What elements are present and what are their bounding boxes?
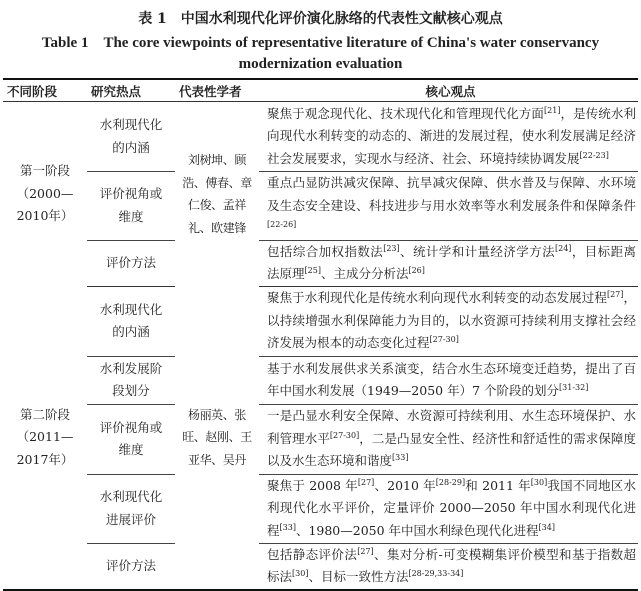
core-viewpoint-text: ，以持续增强水利保障能力为目的，以水资源可持续利用支撑社会经济发展为根本的动态变化过程 xyxy=(267,290,636,351)
citation-reference: [27] xyxy=(606,290,624,300)
core-viewpoint-cell xyxy=(259,286,638,356)
table-caption-chinese: 表 1 中国水利现代化评价演化脉络的代表性文献核心观点 xyxy=(138,11,503,27)
table-row xyxy=(3,102,638,172)
header-scholars: 代表性学者 xyxy=(175,79,259,102)
research-hotspot-cell: 水利现代化的内涵 xyxy=(87,102,175,172)
core-viewpoint-text: ，目标距离法原理 xyxy=(267,243,636,281)
core-viewpoint-text: 包括综合加权指数法 xyxy=(267,243,384,259)
header-stage: 不同阶段 xyxy=(3,79,87,102)
table-row xyxy=(3,356,638,404)
core-viewpoint-cell xyxy=(259,356,638,404)
research-hotspot-cell: 评价方法 xyxy=(87,240,175,286)
core-viewpoint-text: 、集对分析-可变模糊集评价模型和基于指数超标法 xyxy=(267,546,636,584)
core-viewpoint-cell xyxy=(259,102,638,172)
citation-reference: [26] xyxy=(408,265,425,275)
table-row xyxy=(3,172,638,241)
core-viewpoint-text: 聚焦于 2008 年 xyxy=(267,477,358,493)
table-row xyxy=(3,543,638,590)
research-hotspot-cell: 水利现代化进展评价 xyxy=(87,474,175,543)
core-viewpoint-text: 重点凸显防洪减灾保障、抗旱减灾保障、供水普及与保障、水环境及生态安全建设、科技进步与用水效率等水利发展条件和保障条件 xyxy=(267,175,636,213)
core-viewpoint-cell xyxy=(259,240,638,286)
citation-reference: [30] xyxy=(292,568,309,578)
citation-reference: [27] xyxy=(357,477,375,487)
research-hotspot-cell: 水利现代化的内涵 xyxy=(87,286,175,356)
header-core-viewpoint: 核心观点 xyxy=(259,79,638,102)
citation-reference: [24] xyxy=(555,243,572,253)
representative-scholars-cell: 杨丽英、张旺、赵刚、王亚华、吴丹 xyxy=(182,407,252,467)
table-row xyxy=(3,474,638,543)
citation-reference: [23] xyxy=(383,243,400,253)
core-viewpoint-text: 、1980—2050 年中国水利绿色现代化进程 xyxy=(295,522,539,538)
core-viewpoint-cell xyxy=(259,172,638,241)
research-hotspot-cell: 水利发展阶段划分 xyxy=(87,356,175,404)
citation-reference: [28-29,33-34] xyxy=(408,568,464,578)
citation-reference: [27-30] xyxy=(429,335,459,345)
citation-reference: [25] xyxy=(304,265,321,275)
citation-reference: [33] xyxy=(392,453,409,463)
citation-reference: [34] xyxy=(538,522,555,532)
stage-cell: 第二阶段（2011—2017年） xyxy=(16,406,74,467)
research-hotspot-cell: 评价视角或维度 xyxy=(87,404,175,474)
core-viewpoint-text: ，是传统水利向现代水利转变的动态的、渐进的发展过程，使水利发展满足经济社会发展要求，实现水与经济、社会、环境持续协调发展 xyxy=(267,105,636,166)
core-viewpoint-cell xyxy=(259,404,638,474)
research-hotspot-cell: 评价方法 xyxy=(87,543,175,590)
citation-reference: [30] xyxy=(530,477,548,487)
citation-reference: [21] xyxy=(544,105,561,115)
citation-reference: [27] xyxy=(357,546,374,556)
table-row xyxy=(3,286,638,356)
table-row xyxy=(3,404,638,474)
table-row xyxy=(3,240,638,286)
citation-reference: [31-32] xyxy=(559,382,589,392)
citation-reference: [28-29] xyxy=(435,477,466,487)
research-hotspot-cell: 评价视角或维度 xyxy=(87,172,175,241)
core-viewpoint-text: 一是凸显水利安全保障、水资源可持续利用、水生态环境保护、水利管理水平 xyxy=(267,408,636,446)
core-viewpoint-text: 包括静态评价法 xyxy=(267,546,358,562)
citation-reference: [27-30] xyxy=(329,430,360,440)
representative-scholars-cell: 刘树坤、顾浩、傅春、章仁俊、孟祥礼、欧建锋 xyxy=(182,153,252,235)
core-viewpoint-text: 、目标一致性方法 xyxy=(308,569,409,584)
core-viewpoint-text: 、主成分分析法 xyxy=(320,266,409,281)
stage-cell: 第一阶段（2000—2010年） xyxy=(16,163,74,224)
core-viewpoints-table xyxy=(3,78,638,591)
core-viewpoint-text: 、统计学和计量经济学方法 xyxy=(399,243,555,259)
core-viewpoint-cell xyxy=(259,474,638,543)
core-viewpoint-text: 、2010 年 xyxy=(374,477,436,493)
citation-reference: [33] xyxy=(279,522,296,532)
core-viewpoint-text: 和 2011 年 xyxy=(465,477,531,493)
citation-reference: [22-23] xyxy=(579,150,609,160)
citation-reference: [22-26] xyxy=(267,219,297,229)
core-viewpoint-text: 聚焦于水利现代化是传统水利向现代水利转变的动态发展过程 xyxy=(267,290,607,306)
core-viewpoint-cell xyxy=(259,543,638,590)
core-viewpoint-text: 我国不同地区水利现代化水平评价，定量评价 2000—2050 年中国水利现代化进程 xyxy=(267,477,636,538)
table-header-row xyxy=(3,79,638,102)
core-viewpoint-text: ，二是凸显安全性、经济性和舒适性的需求保障度以及水生态环境和谐度 xyxy=(267,430,636,469)
core-viewpoint-text: 聚焦于观念现代化、技术现代化和管理现代化方面 xyxy=(267,105,545,121)
table-caption-english: Table 1 The core viewpoints of representative literature of China's water conservancy modernization evaluation xyxy=(41,35,600,72)
core-viewpoint-text: 基于水利发展供求关系演变，结合水生态环境变迁趋势，提出了百年中国水利发展（1949—2050 年）7 个阶段的划分 xyxy=(267,360,636,398)
header-hotspot: 研究热点 xyxy=(87,79,175,102)
